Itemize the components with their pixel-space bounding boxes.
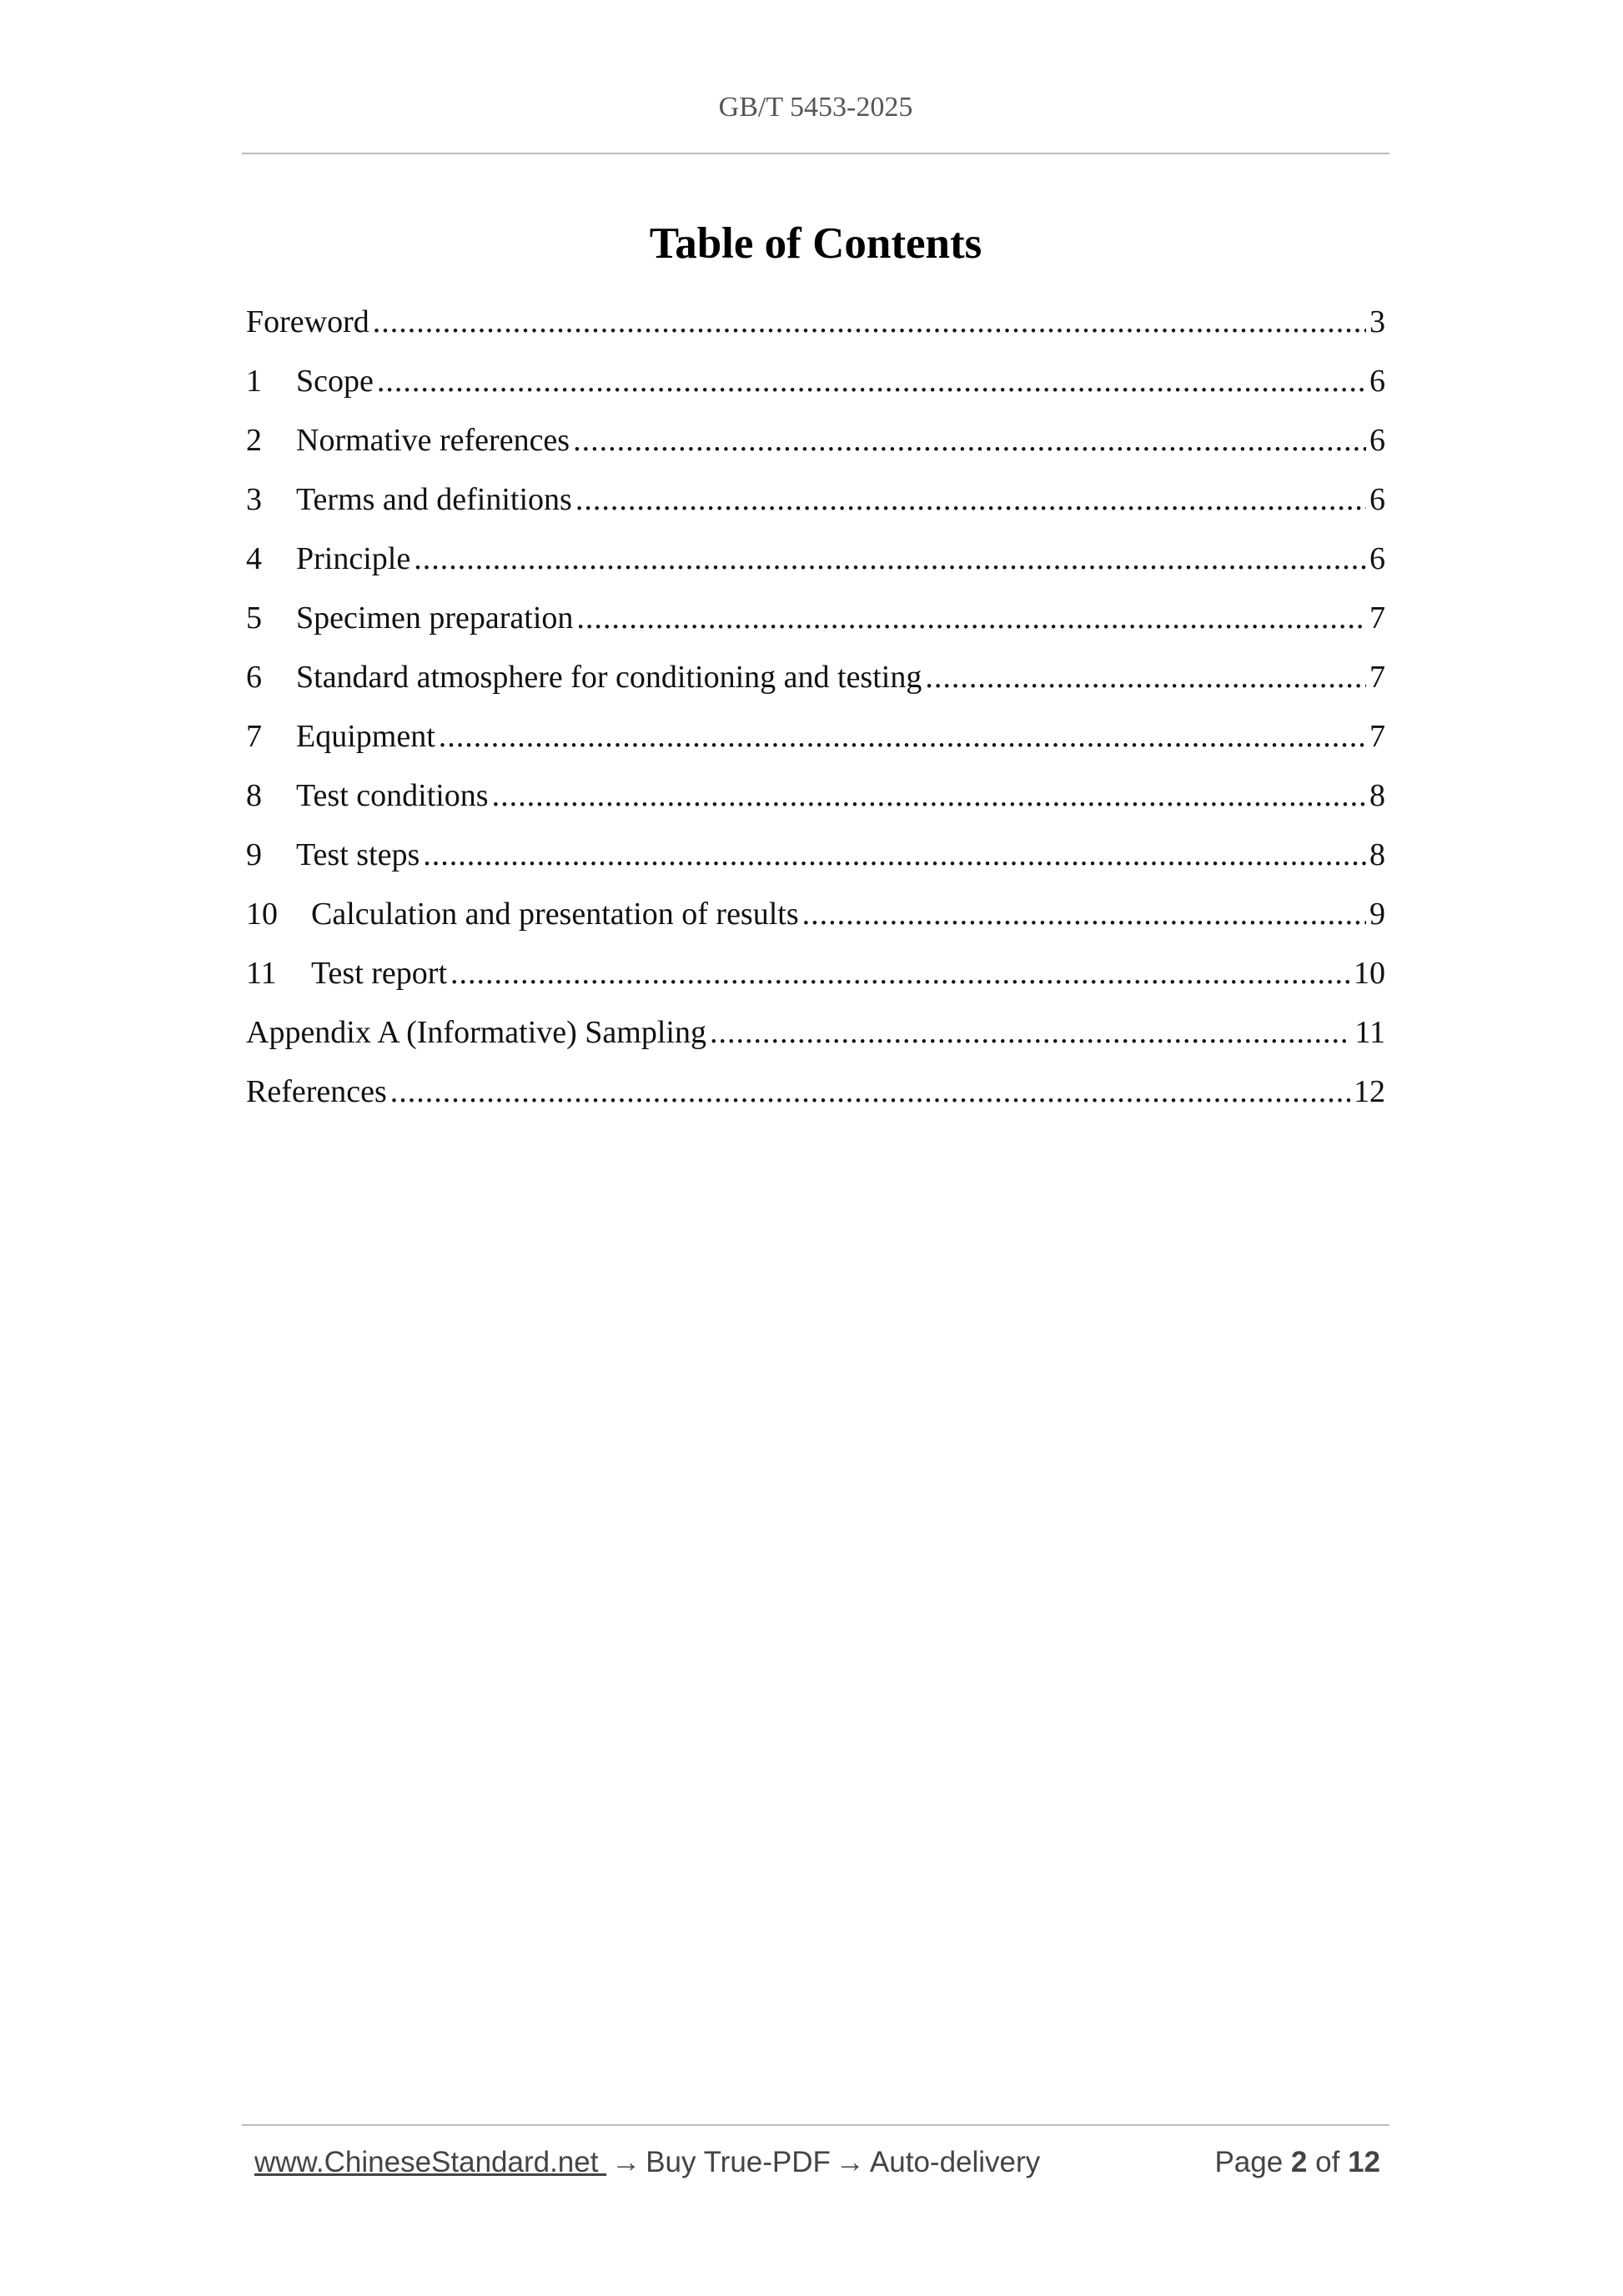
- footer-divider: [242, 2124, 1389, 2126]
- header-divider: [242, 153, 1389, 154]
- toc-entry-title: Scope: [296, 364, 374, 399]
- toc-entry-title: Terms and definitions: [296, 482, 572, 517]
- toc-entry-title: References: [246, 1074, 387, 1109]
- toc-entry-number: 7: [246, 719, 262, 754]
- toc-entry-number: 2: [246, 423, 262, 458]
- toc-entry-page: 8: [1369, 837, 1385, 872]
- toc-entry[interactable]: [246, 481, 1385, 540]
- toc-dot-leader: [492, 777, 1366, 814]
- toc-entry[interactable]: [246, 540, 1385, 600]
- toc-entry-page: 10: [1354, 956, 1385, 991]
- auto-delivery-text: Auto-delivery: [869, 2146, 1041, 2178]
- toc-entry-title: Appendix A (Informative) Sampling: [246, 1015, 706, 1050]
- total-pages-number: 12: [1348, 2146, 1380, 2178]
- toc-dot-leader: [439, 718, 1366, 755]
- toc-entry-number: 1: [246, 364, 262, 399]
- toc-entry[interactable]: [246, 304, 1385, 363]
- toc-dot-leader: [450, 955, 1350, 992]
- toc-dot-leader: [373, 304, 1366, 340]
- arrow-right-icon: →: [611, 2146, 641, 2178]
- toc-entry-page: 8: [1369, 778, 1385, 813]
- toc-entry[interactable]: [246, 896, 1385, 955]
- toc-dot-leader: [802, 896, 1366, 932]
- toc-entry-page: 6: [1369, 482, 1385, 517]
- chinese-standard-link[interactable]: www.ChineseStandard.net: [254, 2146, 607, 2178]
- toc-entry-number: 10: [246, 897, 278, 932]
- toc-entry-page: 11: [1354, 1015, 1385, 1050]
- toc-entry-page: 7: [1369, 719, 1385, 754]
- toc-entry-title: Principle: [296, 541, 411, 576]
- toc-dot-leader: [390, 1073, 1350, 1110]
- arrow-right-icon: →: [835, 2146, 865, 2178]
- toc-entry-page: 6: [1369, 423, 1385, 458]
- toc-dot-leader: [575, 481, 1366, 518]
- toc-dot-leader: [710, 1014, 1351, 1051]
- toc-entry-number: 11: [246, 956, 277, 991]
- toc-entry-title: Test conditions: [296, 778, 489, 813]
- page-label: Page: [1214, 2146, 1284, 2178]
- toc-dot-leader: [925, 659, 1366, 696]
- page-footer: [254, 2146, 1380, 2186]
- toc-entry-number: 5: [246, 600, 262, 636]
- toc-entry-title: Normative references: [296, 423, 570, 458]
- toc-entry-title: Test steps: [296, 837, 420, 872]
- page-number-indicator: [1214, 2146, 1380, 2179]
- toc-entry-page: 3: [1369, 304, 1385, 339]
- buy-true-pdf-text: Buy True-PDF: [646, 2146, 831, 2178]
- toc-entry[interactable]: [246, 1073, 1385, 1133]
- toc-list: [246, 304, 1385, 1133]
- toc-entry[interactable]: [246, 837, 1385, 896]
- toc-entry-number: 4: [246, 541, 262, 576]
- toc-entry-page: 7: [1369, 600, 1385, 636]
- toc-entry-page: 7: [1369, 660, 1385, 695]
- toc-entry-page: 6: [1369, 364, 1385, 399]
- toc-entry[interactable]: [246, 777, 1385, 837]
- toc-entry-number: 6: [246, 660, 262, 695]
- toc-dot-leader: [573, 422, 1366, 459]
- current-page-number: 2: [1290, 2146, 1308, 2178]
- toc-dot-leader: [423, 837, 1366, 873]
- toc-entry[interactable]: [246, 718, 1385, 777]
- toc-entry[interactable]: [246, 955, 1385, 1014]
- toc-entry-title: Equipment: [296, 719, 435, 754]
- toc-entry-title: Standard atmosphere for conditioning and testing: [296, 660, 922, 695]
- toc-entry-page: 12: [1354, 1074, 1385, 1109]
- toc-entry-title: Calculation and presentation of results: [311, 897, 799, 932]
- toc-entry-number: 9: [246, 837, 262, 872]
- toc-entry-page: 9: [1369, 897, 1385, 932]
- toc-dot-leader: [576, 600, 1366, 636]
- toc-entry[interactable]: [246, 600, 1385, 659]
- footer-purchase-line: [254, 2146, 1040, 2179]
- toc-entry-title: Specimen preparation: [296, 600, 574, 636]
- toc-title: Table of Contents: [649, 219, 982, 268]
- toc-dot-leader: [377, 363, 1366, 399]
- page-of-label: of: [1315, 2146, 1340, 2178]
- toc-entry[interactable]: [246, 1014, 1385, 1073]
- toc-dot-leader: [414, 540, 1366, 577]
- toc-entry-number: 8: [246, 778, 262, 813]
- toc-entry-number: 3: [246, 482, 262, 517]
- toc-entry-page: 6: [1369, 541, 1385, 576]
- toc-entry[interactable]: [246, 422, 1385, 481]
- toc-entry[interactable]: [246, 659, 1385, 718]
- toc-entry[interactable]: [246, 363, 1385, 422]
- toc-entry-title: Test report: [311, 956, 448, 991]
- toc-entry-title: Foreword: [246, 304, 369, 339]
- document-code-header: GB/T 5453-2025: [718, 92, 913, 123]
